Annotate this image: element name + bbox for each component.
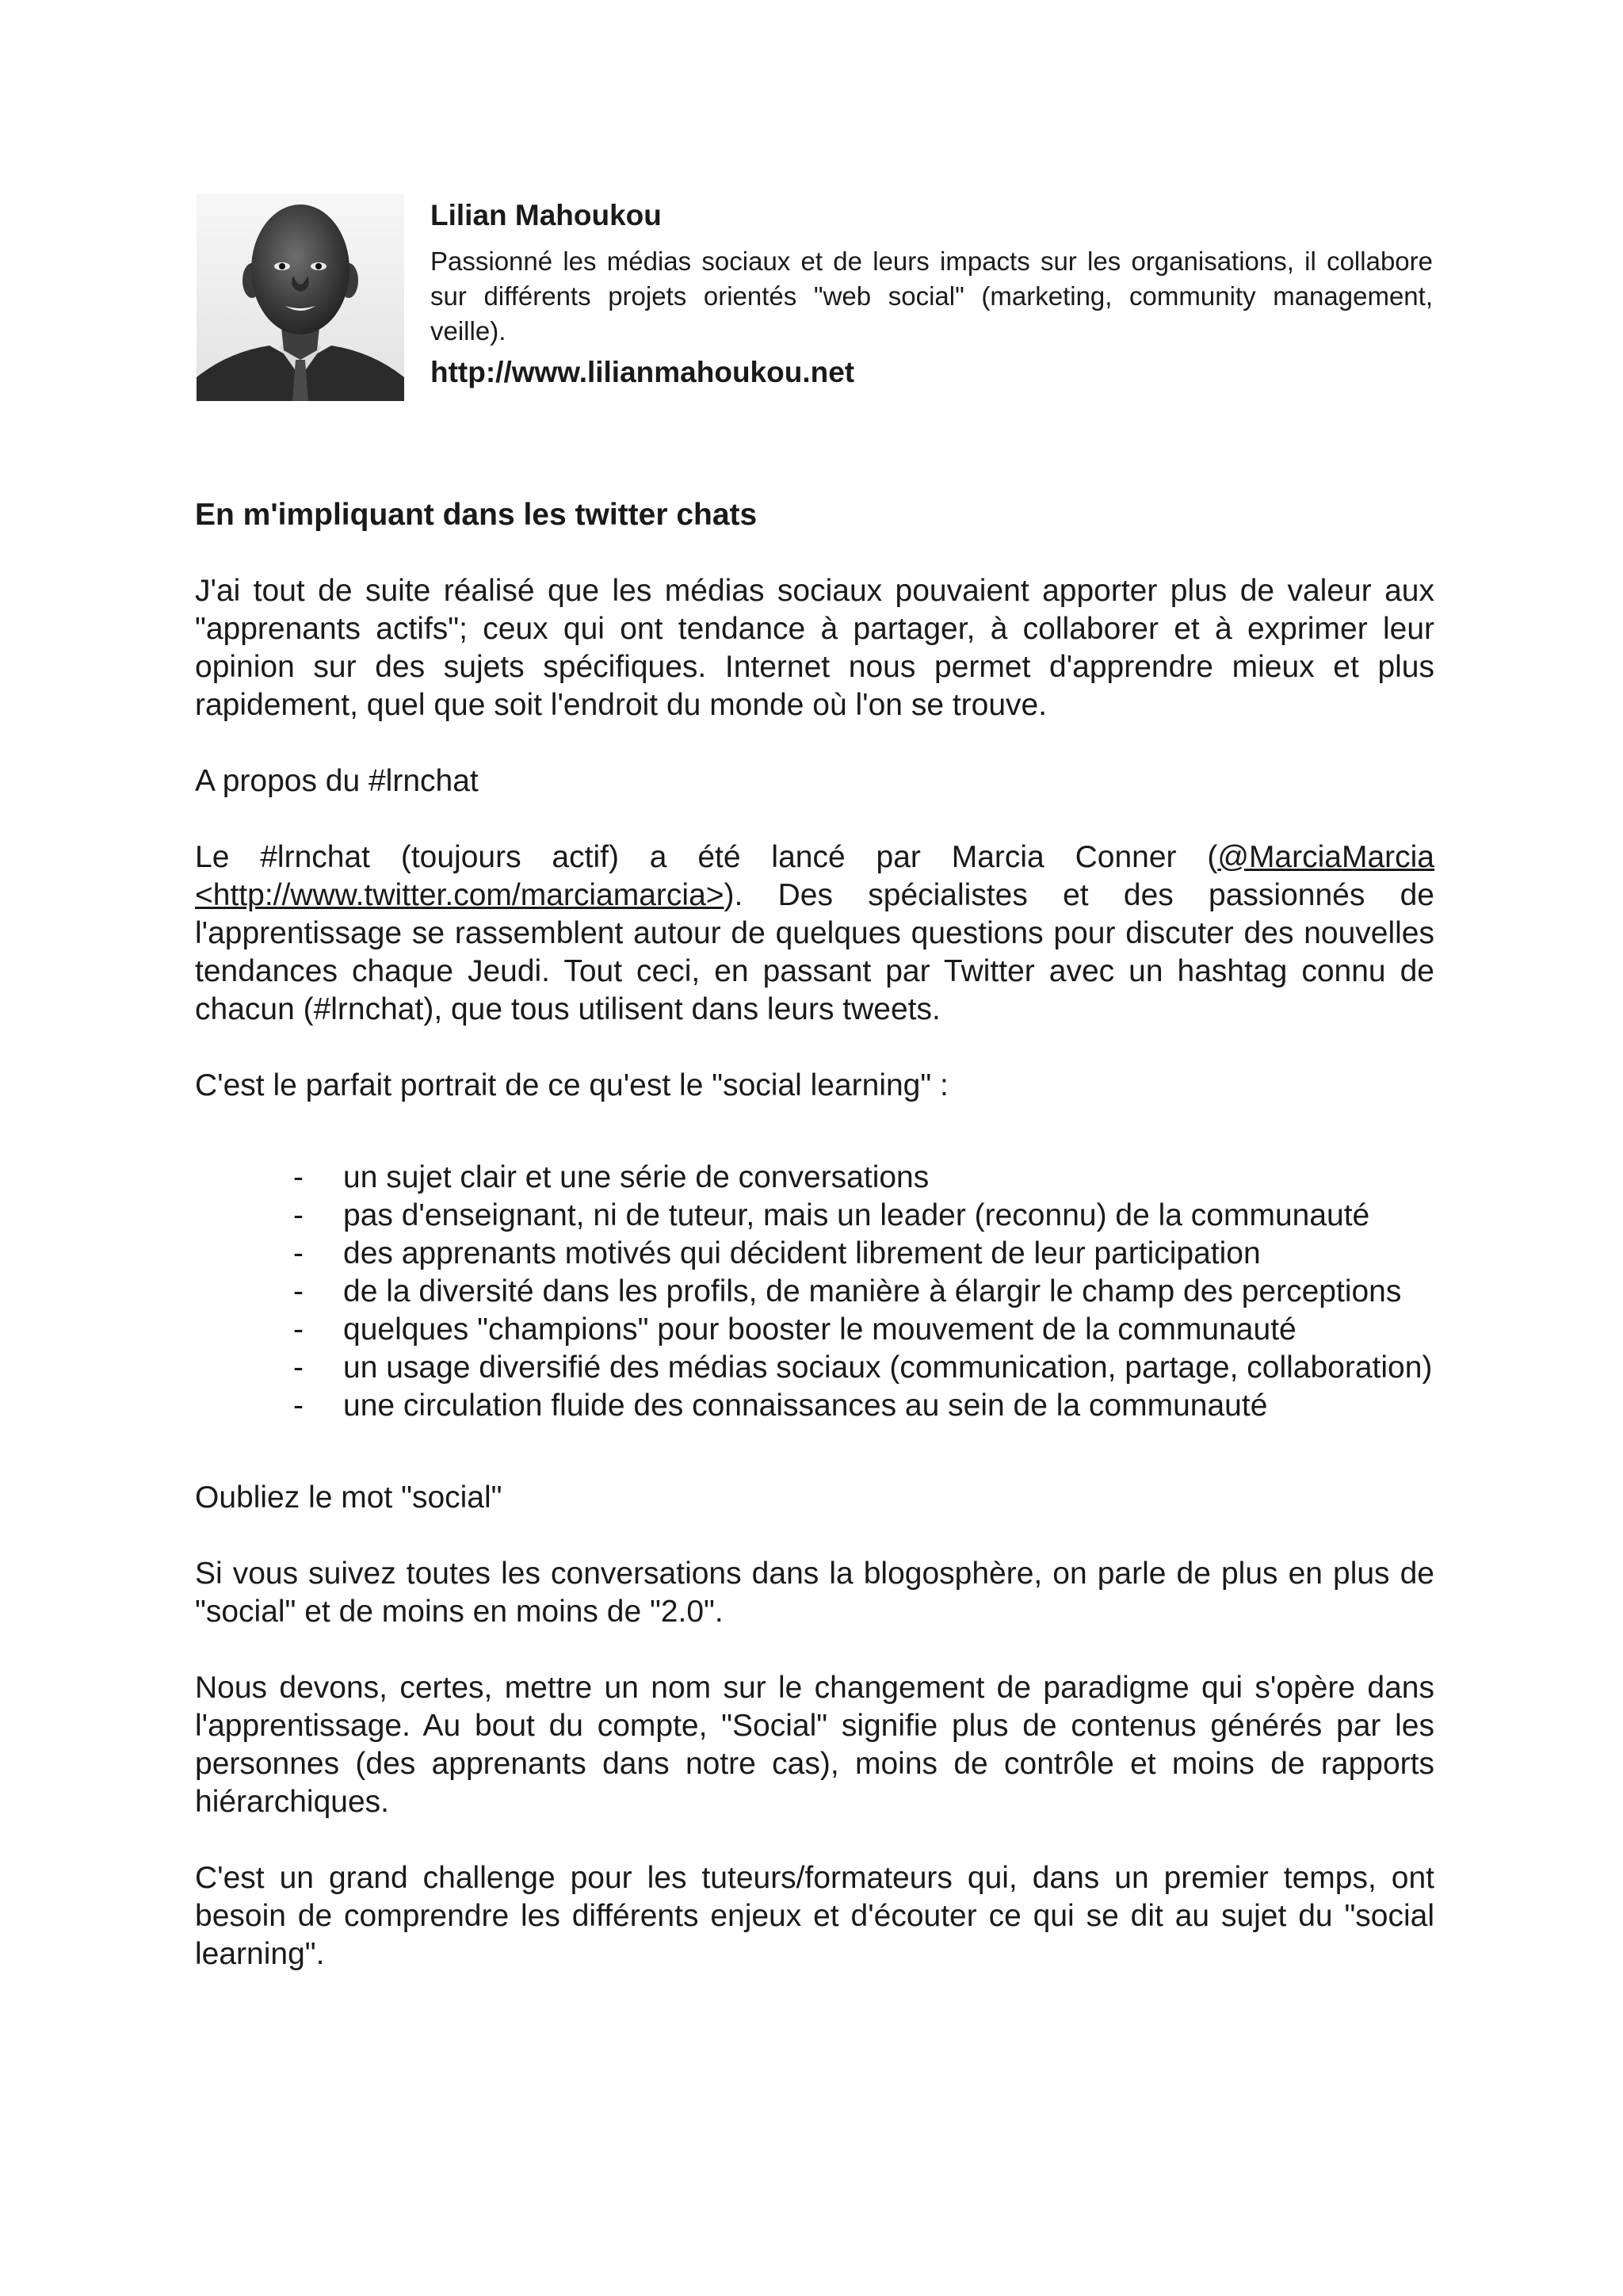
section-title: En m'impliquant dans les twitter chats bbox=[195, 498, 758, 532]
bullet-dash: - bbox=[293, 1389, 304, 1423]
list-item-text: une circulation fluide des connaissances au sein de la communauté bbox=[343, 1389, 1268, 1423]
list-item-text: un sujet clair et une série de conversations bbox=[343, 1160, 930, 1194]
marcia-twitter-link[interactable]: @MarciaMarcia <http://www.twitter.com/marciamarcia> bbox=[195, 840, 1434, 912]
list-item bbox=[195, 1311, 1434, 1349]
author-text bbox=[430, 193, 1433, 393]
lrnchat-heading: A propos du #lrnchat bbox=[195, 764, 479, 798]
portrait-photo-icon bbox=[197, 193, 404, 401]
list-item-text: des apprenants motivés qui décident librement de leur participation bbox=[343, 1236, 1261, 1270]
list-item-text: pas d'enseignant, ni de tuteur, mais un leader (reconnu) de la communauté bbox=[343, 1198, 1370, 1232]
intro-paragraph: J'ai tout de suite réalisé que les médias sociaux pouvaient apporter plus de valeur aux "apprenants actifs"; ceux qui ont tendance à partager, à collaborer et à exprimer leur opinion sur des sujets spécifiques. Internet nous permet d'apprendre mieux et plus rapidement, quel que soit l'endroit du monde où l'on se trouve. bbox=[195, 574, 1434, 722]
social-paragraph-1: Si vous suivez toutes les conversations dans la blogosphère, on parle de plus en plus de "social" et de moins en moins de "2.0". bbox=[195, 1557, 1434, 1629]
list-item-text: de la diversité dans les profils, de manière à élargir le champ des perceptions bbox=[343, 1274, 1402, 1308]
author-bio: Passionné les médias sociaux et de leurs impacts sur les organisations, il collabore sur différents projets orientés "web social" (marketing, community management, veille). bbox=[430, 246, 1433, 346]
bullet-dash: - bbox=[293, 1236, 304, 1270]
social-paragraph-3: C'est un grand challenge pour les tuteurs/formateurs qui, dans un premier temps, ont besoin de comprendre les différents enjeux et d'écouter ce qui se dit au sujet du "social learning". bbox=[195, 1861, 1434, 1971]
list-item-text: un usage diversifié des médias sociaux (communication, partage, collaboration) bbox=[343, 1350, 1433, 1385]
list-item bbox=[195, 1235, 1434, 1273]
bullet-dash: - bbox=[293, 1350, 304, 1385]
list-item bbox=[195, 1197, 1434, 1235]
list-item-text: quelques "champions" pour booster le mouvement de la communauté bbox=[343, 1312, 1296, 1347]
portrait-intro: C'est le parfait portrait de ce qu'est le "social learning" : bbox=[195, 1068, 949, 1102]
author-photo bbox=[197, 193, 404, 401]
list-item bbox=[195, 1273, 1434, 1311]
social-learning-list bbox=[195, 1159, 1434, 1425]
bullet-dash: - bbox=[293, 1312, 304, 1347]
social-paragraph-2: Nous devons, certes, mettre un nom sur le changement de paradigme qui s'opère dans l'apprentissage. Au bout du compte, "Social" signifie plus de contenus générés par les personnes (des apprenants dans notre cas), moins de contrôle et moins de rapports hiérarchiques. bbox=[195, 1671, 1434, 1819]
list-item bbox=[195, 1159, 1434, 1197]
list-item bbox=[195, 1349, 1434, 1387]
social-heading: Oubliez le mot "social" bbox=[195, 1480, 502, 1515]
lrnchat-text-start: Le #lrnchat (toujours actif) a été lancé par Marcia Conner ( bbox=[195, 840, 1218, 874]
bullet-dash: - bbox=[293, 1274, 304, 1308]
author-website-link[interactable]: http://www.lilianmahoukou.net bbox=[430, 356, 855, 388]
author-block bbox=[197, 193, 1433, 407]
list-item bbox=[195, 1387, 1434, 1425]
author-name: Lilian Mahoukou bbox=[430, 199, 662, 231]
lrnchat-text-end: ). Des spécialistes et des passionnés de l'apprentissage se rassemblent autour de quelques questions pour discuter des nouvelles tendances chaque Jeudi. Tout ceci, en passant par Twitter avec un hashtag connu de chacun (#lrnchat), que tous utilisent dans leurs tweets. bbox=[195, 878, 1434, 1026]
bullet-dash: - bbox=[293, 1160, 304, 1194]
article-body bbox=[195, 496, 1434, 1973]
lrnchat-paragraph bbox=[195, 839, 1434, 1029]
bullet-dash: - bbox=[293, 1198, 304, 1232]
